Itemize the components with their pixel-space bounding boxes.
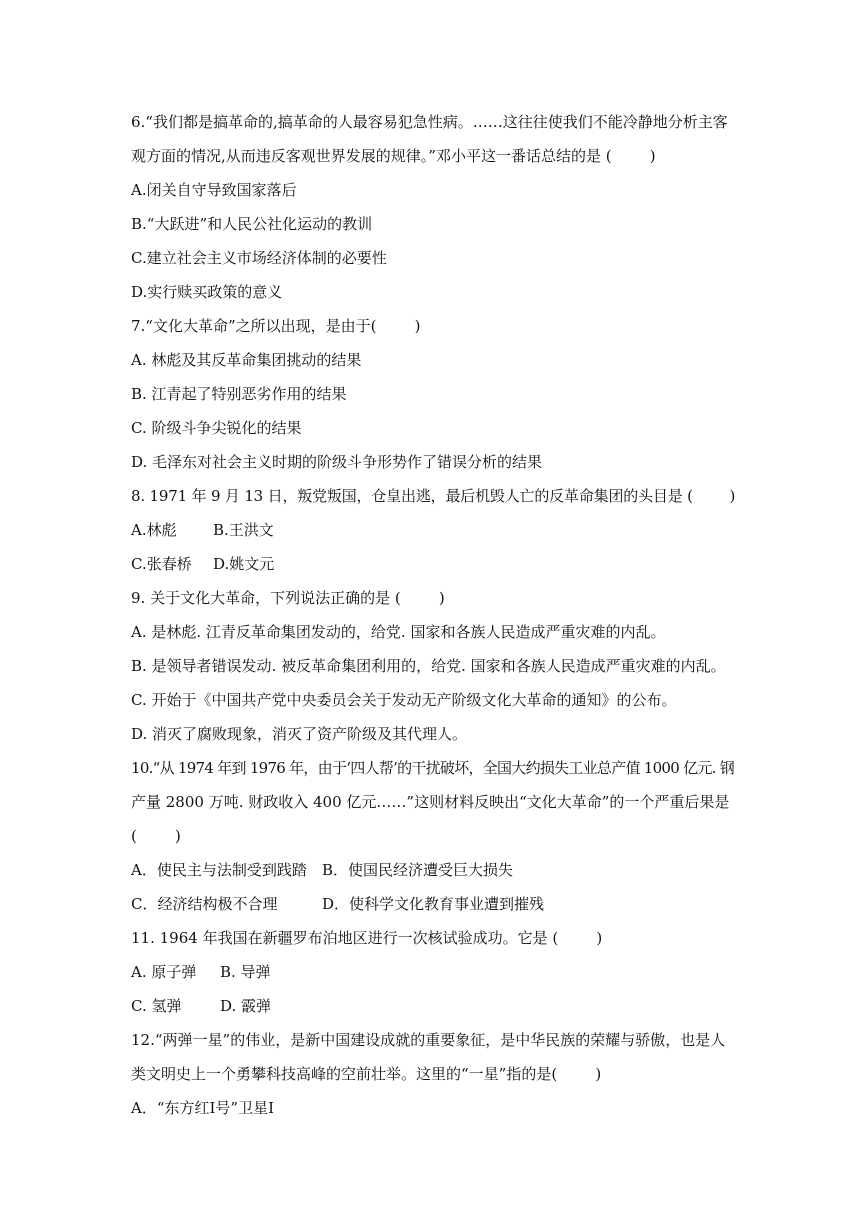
question-8-option-d: D.姚文元 — [213, 555, 275, 573]
question-11-option-a: A. 原子弹 — [131, 963, 197, 981]
question-12-stem-line-1: 12.“两弹一星”的伟业，是新中国建设成就的重要象征，是中华民族的荣耀与骄傲，也是人 — [131, 1031, 726, 1049]
question-11-option-b: B. 导弹 — [220, 963, 271, 981]
question-8-stem: 8. 1971 年 9 月 13 日，叛党叛国，仓皇出逃，最后机毁人亡的反革命集团的头目是 ( ) — [131, 487, 736, 505]
question-9-option-c: C. 开始于《中国共产党中央委员会关于发动无产阶级文化大革命的通知》的公布。 — [131, 691, 677, 709]
question-9-stem: 9. 关于文化大革命，下列说法正确的是 ( ) — [131, 589, 445, 607]
question-11-stem: 11. 1964 年我国在新疆罗布泊地区进行一次核试验成功。它是 ( ) — [131, 929, 603, 947]
question-10-option-c: C．经济结构极不合理 — [131, 895, 278, 913]
question-7-option-a: A. 林彪及其反革命集团挑动的结果 — [131, 351, 362, 369]
question-11-option-c: C. 氢弹 — [131, 997, 182, 1015]
question-6-stem-line-2: 观方面的情况,从而违反客观世界发展的规律。”邓小平这一番话总结的是 ( ) — [131, 147, 656, 165]
question-7-option-c: C. 阶级斗争尖锐化的结果 — [131, 419, 302, 437]
question-11-option-d: D. 霰弹 — [220, 997, 272, 1015]
question-9-option-b: B. 是领导者错误发动. 被反革命集团利用的，给党. 国家和各族人民造成严重灾难的内乱。 — [131, 657, 726, 675]
question-6-option-a: A.闭关自守导致国家落后 — [131, 181, 297, 199]
question-10-stem-line-2: 产量 2800 万吨. 财政收入 400 亿元……”这则材料反映出“文化大革命”的一个严重后果是 — [131, 793, 730, 811]
question-10-option-b: B．使国民经济遭受巨大损失 — [322, 861, 514, 879]
question-9-option-a: A. 是林彪. 江青反革命集团发动的，给党. 国家和各族人民造成严重灾难的内乱。 — [131, 623, 666, 641]
question-7-stem: 7.“文化大革命”之所以出现，是由于( ) — [131, 317, 421, 335]
question-7-option-d: D. 毛泽东对社会主义时期的阶级斗争形势作了错误分析的结果 — [131, 453, 543, 471]
question-6-option-c: C.建立社会主义市场经济体制的必要性 — [131, 249, 387, 267]
question-7-option-b: B. 江青起了特别恶劣作用的结果 — [131, 385, 347, 403]
question-9-option-d: D. 消灭了腐败现象，消灭了资产阶级及其代理人。 — [131, 725, 468, 743]
question-8-option-c: C.张春桥 — [131, 555, 192, 573]
question-8-option-b: B.王洪文 — [213, 521, 274, 539]
question-10-option-d: D．使科学文化教育事业遭到摧残 — [322, 895, 545, 913]
question-10-stem-line-1: 10.“从 1974 年到 1976 年，由于‘四人帮’的干扰破坏，全国大约损失工业总产值 1000 亿元. 钢 — [131, 759, 735, 777]
question-12-stem-line-2: 类文明史上一个勇攀科技高峰的空前壮举。这里的“一星”指的是( ) — [131, 1065, 602, 1083]
question-8-option-a: A.林彪 — [131, 521, 177, 539]
question-10-stem-line-3: ( ) — [131, 827, 181, 845]
question-10-option-a: A．使民主与法制受到践踏 — [131, 861, 307, 879]
question-6-stem-line-1: 6.“我们都是搞革命的,搞革命的人最容易犯急性病。……这往往使我们不能冷静地分析主客 — [131, 113, 728, 131]
question-6-option-b: B.“大跃进”和人民公社化运动的教训 — [131, 215, 373, 233]
question-12-option-a: A．“东方红Ⅰ号”卫星Ⅰ — [131, 1099, 275, 1117]
question-6-option-d: D.实行赎买政策的意义 — [131, 283, 283, 301]
